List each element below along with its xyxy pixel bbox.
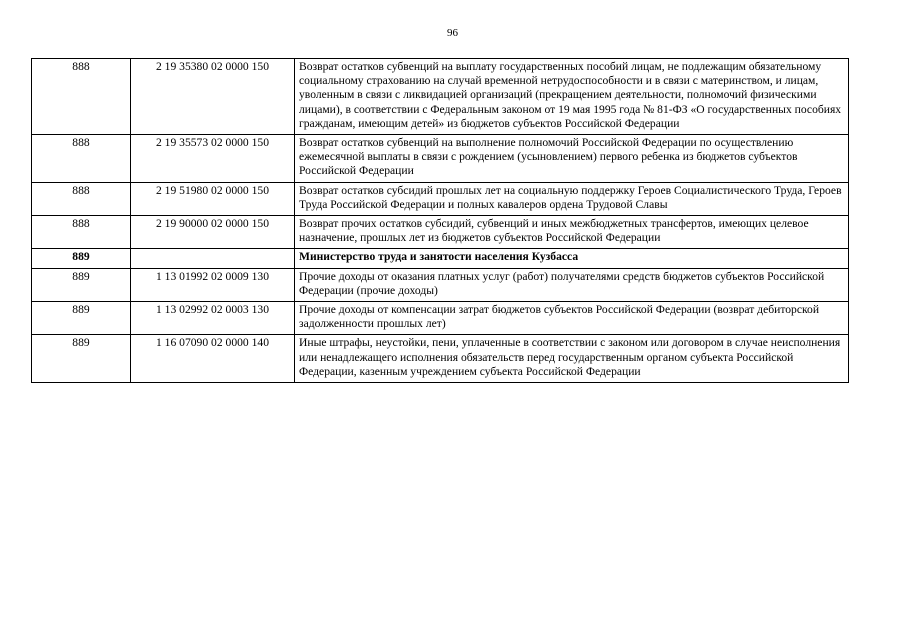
description-cell: Возврат прочих остатков субсидий, субвенций и иных межбюджетных трансфертов, имеющих целевое назначение, прошлых лет из бюджетов субъектов Российской Федерации: [295, 216, 849, 249]
table-row: [32, 182, 849, 215]
classification-code-cell: [131, 249, 295, 268]
description-cell: Возврат остатков субвенций на выполнение полномочий Российской Федерации по осуществлению ежемесячной выплаты в связи с рождением (усыновлением) первого ребенка из бюджетов субъектов Российской Федерации: [295, 135, 849, 183]
description-cell: Возврат остатков субвенций на выплату государственных пособий лицам, не подлежащим обязательному социальному страхованию на случай временной нетрудоспособности и в связи с материнством, и лицам, уволенным в связи с ликвидацией организаций (прекращением деятельности, полномочий физическими лицами), в соответствии с Федеральным законом от 19 мая 1995 года № 81-ФЗ «О государственных пособиях гражданам, имеющим детей» из бюджетов субъектов Российской Федерации: [295, 59, 849, 135]
section-header-row: [32, 249, 849, 268]
table-row: [32, 335, 849, 383]
admin-code-cell: 888: [32, 59, 131, 135]
table-row: [32, 59, 849, 135]
table-row: [32, 135, 849, 183]
admin-code-cell: 888: [32, 135, 131, 183]
admin-code-cell: 888: [32, 216, 131, 249]
table-row: [32, 268, 849, 301]
classification-code-cell: 2 19 51980 02 0000 150: [131, 182, 295, 215]
table-row: [32, 216, 849, 249]
page-number: 96: [447, 27, 458, 39]
admin-code-cell: 888: [32, 182, 131, 215]
description-cell: Возврат остатков субсидий прошлых лет на социальную поддержку Героев Социалистического Труда, Героев Труда Российской Федерации и полных кавалеров ордена Трудовой Славы: [295, 182, 849, 215]
classification-code-cell: 1 13 01992 02 0009 130: [131, 268, 295, 301]
table-row: [32, 302, 849, 335]
classification-code-cell: 2 19 35380 02 0000 150: [131, 59, 295, 135]
classification-code-cell: 2 19 90000 02 0000 150: [131, 216, 295, 249]
revenue-codes-table: [31, 58, 849, 383]
description-cell: Прочие доходы от оказания платных услуг (работ) получателями средств бюджетов субъектов Российской Федерации (прочие доходы): [295, 268, 849, 301]
description-cell: Иные штрафы, неустойки, пени, уплаченные в соответствии с законом или договором в случае неисполнения или ненадлежащего исполнения обязательств перед государственным органом субъекта Российской Федерации, казенным учреждением субъекта Российской Федерации: [295, 335, 849, 383]
classification-code-cell: 1 16 07090 02 0000 140: [131, 335, 295, 383]
admin-code-cell: 889: [32, 268, 131, 301]
admin-code-cell: 889: [32, 335, 131, 383]
classification-code-cell: 1 13 02992 02 0003 130: [131, 302, 295, 335]
admin-code-cell: 889: [32, 249, 131, 268]
admin-code-cell: 889: [32, 302, 131, 335]
classification-code-cell: 2 19 35573 02 0000 150: [131, 135, 295, 183]
table-body: [32, 59, 849, 383]
description-cell: Прочие доходы от компенсации затрат бюджетов субъектов Российской Федерации (возврат дебиторской задолженности прошлых лет): [295, 302, 849, 335]
description-cell: Министерство труда и занятости населения Кузбасса: [295, 249, 849, 268]
